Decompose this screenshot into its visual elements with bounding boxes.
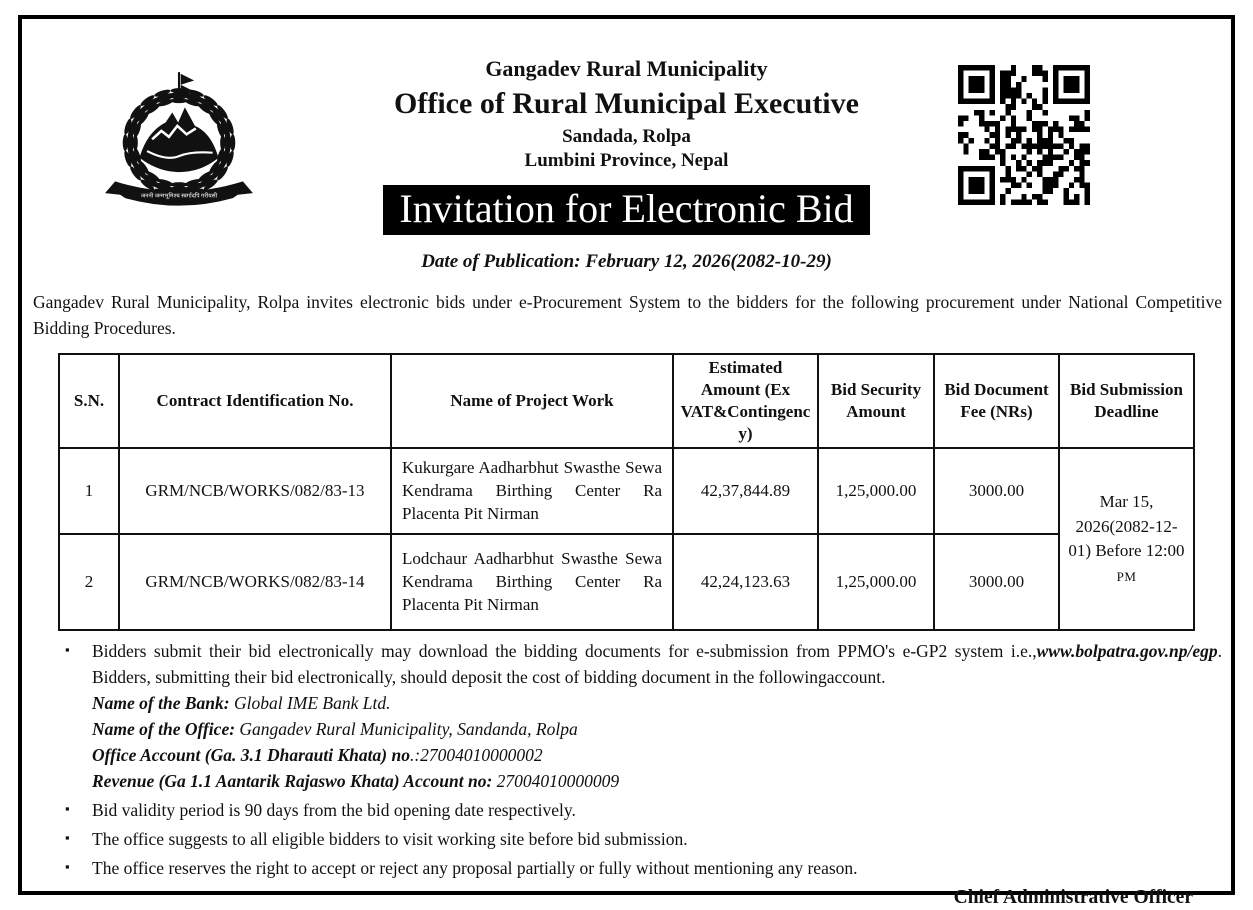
bolpatra-url[interactable]: www.bolpatra.gov.np/egp	[1036, 641, 1218, 662]
cell-project-name: Kukurgare Aadharbhut Swasthe Sewa Kendrama Birthing Center Ra Placenta Pit Nirman	[391, 448, 673, 534]
publication-date: Date of Publication: February 12, 2026(2082-10-29)	[421, 250, 832, 272]
document-page	[18, 15, 1235, 909]
qr-code	[958, 65, 1090, 205]
notes-section	[33, 639, 1222, 881]
office-province: Lumbini Province, Nepal	[524, 149, 729, 171]
office-name-value: Gangadev Rural Municipality, Sandanda, Rolpa	[235, 719, 578, 740]
col-header-deadline: Bid Submission Deadline	[1059, 354, 1194, 448]
col-header-contract-id: Contract Identification No.	[119, 354, 391, 448]
revenue-account-label: Revenue (Ga 1.1 Aantarik Rajaswo Khata) Account no:	[92, 770, 493, 791]
cell-submission-deadline	[1059, 448, 1194, 630]
bank-name-line	[33, 691, 1222, 717]
table-header-row	[59, 354, 1194, 448]
cell-estimated-amount: 42,37,844.89	[673, 448, 818, 534]
bank-name-value: Global IME Bank Ltd.	[229, 693, 391, 714]
office-name-label: Name of the Office:	[92, 719, 236, 740]
table-row	[59, 534, 1194, 630]
note-text: Bid validity period is 90 days from the bid opening date respectively.	[92, 799, 576, 820]
emblem-icon	[95, 67, 263, 215]
cell-project-name: Lodchaur Aadharbhut Swasthe Sewa Kendrama Birthing Center Ra Placenta Pit Nirman	[391, 534, 673, 630]
cell-estimated-amount: 42,24,123.63	[673, 534, 818, 630]
office-account-label: Office Account (Ga. 3.1 Dharauti Khata) no	[92, 744, 410, 765]
intro-paragraph: Gangadev Rural Municipality, Rolpa invites electronic bids under e-Procurement System to the bidders for the following procurement under National Competitive Bidding Procedures.	[33, 291, 1222, 338]
deadline-text: Mar 15, 2026(2082-12-01) Before 12:00	[1068, 492, 1185, 561]
cell-contract-id: GRM/NCB/WORKS/082/83-13	[119, 448, 391, 534]
cell-sn: 1	[59, 448, 119, 534]
office-account-number: .:27004010000002	[409, 744, 543, 765]
col-header-sn: S.N.	[59, 354, 119, 448]
note1-text: Bidders submit their bid electronically may download the bidding documents for e-submission from PPMO's e-GP2 system i.e.,	[92, 641, 1037, 662]
note-esubmission	[33, 639, 1222, 691]
signatory-title: Chief Administrative Officer	[953, 887, 1193, 909]
deadline-meridiem: PM	[1116, 569, 1137, 585]
office-name: Office of Rural Municipal Executive	[394, 86, 859, 120]
revenue-account-number: 27004010000009	[492, 770, 620, 791]
office-account-line	[33, 743, 1222, 769]
col-header-project: Name of Project Work	[391, 354, 673, 448]
col-header-document-fee: Bid Document Fee (NRs)	[934, 354, 1059, 448]
cell-document-fee: 3000.00	[934, 448, 1059, 534]
cell-sn: 2	[59, 534, 119, 630]
cell-contract-id: GRM/NCB/WORKS/082/83-14	[119, 534, 391, 630]
bullet-square-icon: ▪	[65, 800, 70, 816]
col-header-bid-security: Bid Security Amount	[818, 354, 934, 448]
revenue-account-line	[33, 769, 1222, 795]
qr-code-image	[958, 65, 1090, 205]
note-bid-validity	[33, 798, 1222, 824]
bullet-square-icon: ▪	[65, 829, 70, 845]
col-header-estimated-amount: Estimated Amount (Ex VAT&Contingency)	[673, 354, 818, 448]
note-text: The office reserves the right to accept or reject any proposal partially or fully without mentioning any reason.	[92, 857, 858, 878]
cell-bid-security: 1,25,000.00	[818, 534, 934, 630]
bank-name-label: Name of the Bank:	[92, 693, 230, 714]
emblem-motto-text: जननी जन्मभूमिश्च स्वर्गादपि गरीयसी	[140, 193, 218, 200]
table-row	[59, 448, 1194, 534]
note1-text-cont: . Bidders, submitting their bid electronically, should deposit the cost of bidding document in the followingaccount.	[92, 641, 1222, 688]
office-name-line	[33, 717, 1222, 743]
office-address: Sandada, Rolpa	[562, 126, 691, 147]
page-title: Invitation for Electronic Bid	[383, 185, 869, 235]
cell-document-fee: 3000.00	[934, 534, 1059, 630]
bullet-square-icon: ▪	[65, 642, 70, 658]
cell-bid-security: 1,25,000.00	[818, 448, 934, 534]
note-text: The office suggests to all eligible bidders to visit working site before bid submission.	[92, 828, 688, 849]
bid-table	[58, 353, 1195, 631]
note-site-visit	[33, 827, 1222, 853]
note-rights-reserved	[33, 856, 1222, 882]
bullet-square-icon: ▪	[65, 858, 70, 874]
municipality-name: Gangadev Rural Municipality	[485, 56, 768, 81]
municipality-emblem-logo	[95, 67, 263, 215]
